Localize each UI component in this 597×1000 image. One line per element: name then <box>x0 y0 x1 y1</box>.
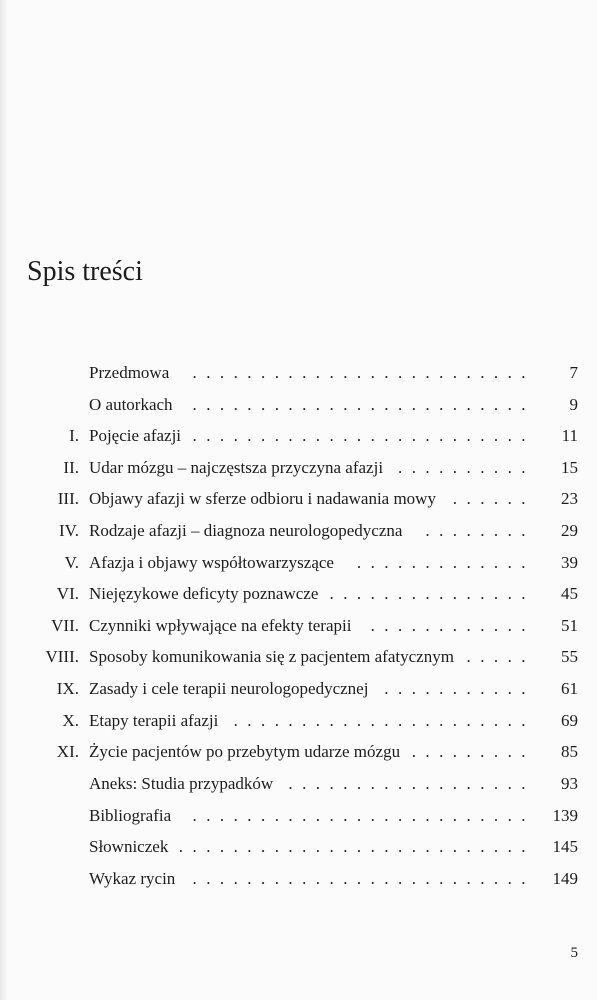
toc-chapter-title: Czynniki wpływające na efekty terapii <box>89 615 352 635</box>
toc-page-number: 69 <box>561 710 578 730</box>
toc-chapter-title: Życie pacjentów po przebytym udarze mózgu <box>89 742 401 762</box>
toc-chapter-title: Przedmowa <box>89 363 170 382</box>
toc-page-number: 9 <box>569 394 578 414</box>
toc-chapter-number: VIII. <box>45 647 79 667</box>
toc-entry <box>0 420 597 452</box>
toc-chapter-title: Objawy afazji w sferze odbioru i nadawania mowy <box>89 489 436 509</box>
toc-entry <box>0 547 597 579</box>
toc-dot-leader: ...................... <box>233 710 535 730</box>
toc-dot-leader: ......................... <box>192 426 535 446</box>
toc-chapter-number: II. <box>63 457 79 477</box>
toc-chapter-title: Wykaz rycin <box>89 868 176 888</box>
toc-dot-leader: ......................... <box>192 805 535 825</box>
toc-chapter-title: Udar mózgu – najczęstsza przyczyna afazji <box>89 457 384 477</box>
toc-dot-leader: ........ <box>425 521 535 541</box>
toc-chapter-number: IX. <box>56 679 79 699</box>
toc-chapter-title: Afazja i objawy współtowarzyszące <box>89 552 334 572</box>
toc-dot-leader: ......................... <box>192 363 535 382</box>
toc-dot-leader: ..... <box>466 647 535 667</box>
table-of-contents <box>0 357 597 894</box>
toc-entry <box>0 483 597 515</box>
toc-dot-leader: ...... <box>452 489 535 509</box>
toc-chapter-title: Etapy terapii afazji <box>89 710 219 730</box>
toc-chapter-title: O autorkach <box>89 394 173 414</box>
toc-page-number: 15 <box>561 457 578 477</box>
toc-page-number: 61 <box>561 679 578 699</box>
toc-page-number: 23 <box>561 489 578 509</box>
toc-chapter-title: Pojęcie afazji <box>89 426 182 446</box>
toc-chapter-title: Sposoby komunikowania się z pacjentem afatycznym <box>89 647 454 667</box>
toc-page-number: 51 <box>561 615 578 635</box>
toc-entry <box>0 768 597 800</box>
toc-chapter-title: Aneks: Studia przypadków <box>89 773 274 793</box>
toc-chapter-title: Zasady i cele terapii neurologopedycznej <box>89 679 369 699</box>
toc-entry <box>0 452 597 484</box>
toc-chapter-number: XI. <box>56 742 79 762</box>
toc-page-number: 93 <box>561 773 578 793</box>
toc-page-number: 7 <box>569 363 578 382</box>
toc-entry <box>0 515 597 547</box>
toc-page-number: 39 <box>561 552 578 572</box>
toc-dot-leader: ............ <box>370 615 535 635</box>
toc-chapter-number: X. <box>62 710 79 730</box>
toc-chapter-title: Bibliografia <box>89 805 172 825</box>
toc-page-number: 85 <box>561 742 578 762</box>
toc-entry <box>0 800 597 832</box>
toc-entry <box>0 705 597 737</box>
page-number: 5 <box>570 945 578 961</box>
toc-dot-leader: ......................... <box>192 394 535 414</box>
toc-page-number: 149 <box>552 868 578 888</box>
toc-page-number: 55 <box>561 647 578 667</box>
toc-chapter-title: Słowniczek <box>89 837 169 857</box>
toc-entry <box>0 673 597 705</box>
toc-entry <box>0 357 597 389</box>
toc-entry <box>0 831 597 863</box>
toc-page-number: 29 <box>561 521 578 541</box>
toc-page-number: 45 <box>561 584 578 604</box>
toc-dot-leader: ........... <box>384 679 535 699</box>
toc-entry <box>0 610 597 642</box>
toc-chapter-number: V. <box>64 552 79 572</box>
toc-page-number: 11 <box>561 426 578 446</box>
toc-chapter-title: Rodzaje afazji – diagnoza neurologopedyczna <box>89 521 403 541</box>
toc-page-number: 139 <box>552 805 578 825</box>
toc-entry <box>0 389 597 421</box>
toc-chapter-number: I. <box>69 426 79 446</box>
toc-dot-leader: ......................... <box>192 868 535 888</box>
toc-entry <box>0 641 597 673</box>
toc-chapter-title: Niejęzykowe deficyty poznawcze <box>89 584 319 604</box>
toc-dot-leader: .......................... <box>178 837 535 857</box>
toc-entry <box>0 863 597 895</box>
toc-chapter-number: VII. <box>51 615 79 635</box>
toc-dot-leader: .................. <box>288 773 535 793</box>
toc-dot-leader: .......... <box>398 457 535 477</box>
toc-entry <box>0 736 597 768</box>
page-title: Spis treści <box>27 256 143 287</box>
toc-dot-leader: ............. <box>356 552 535 572</box>
toc-dot-leader: ............... <box>329 584 535 604</box>
toc-page-number: 145 <box>552 837 578 857</box>
toc-chapter-number: IV. <box>59 521 79 541</box>
toc-chapter-number: VI. <box>56 584 79 604</box>
toc-chapter-number: III. <box>57 489 79 509</box>
toc-dot-leader: ......... <box>411 742 535 762</box>
toc-entry <box>0 578 597 610</box>
